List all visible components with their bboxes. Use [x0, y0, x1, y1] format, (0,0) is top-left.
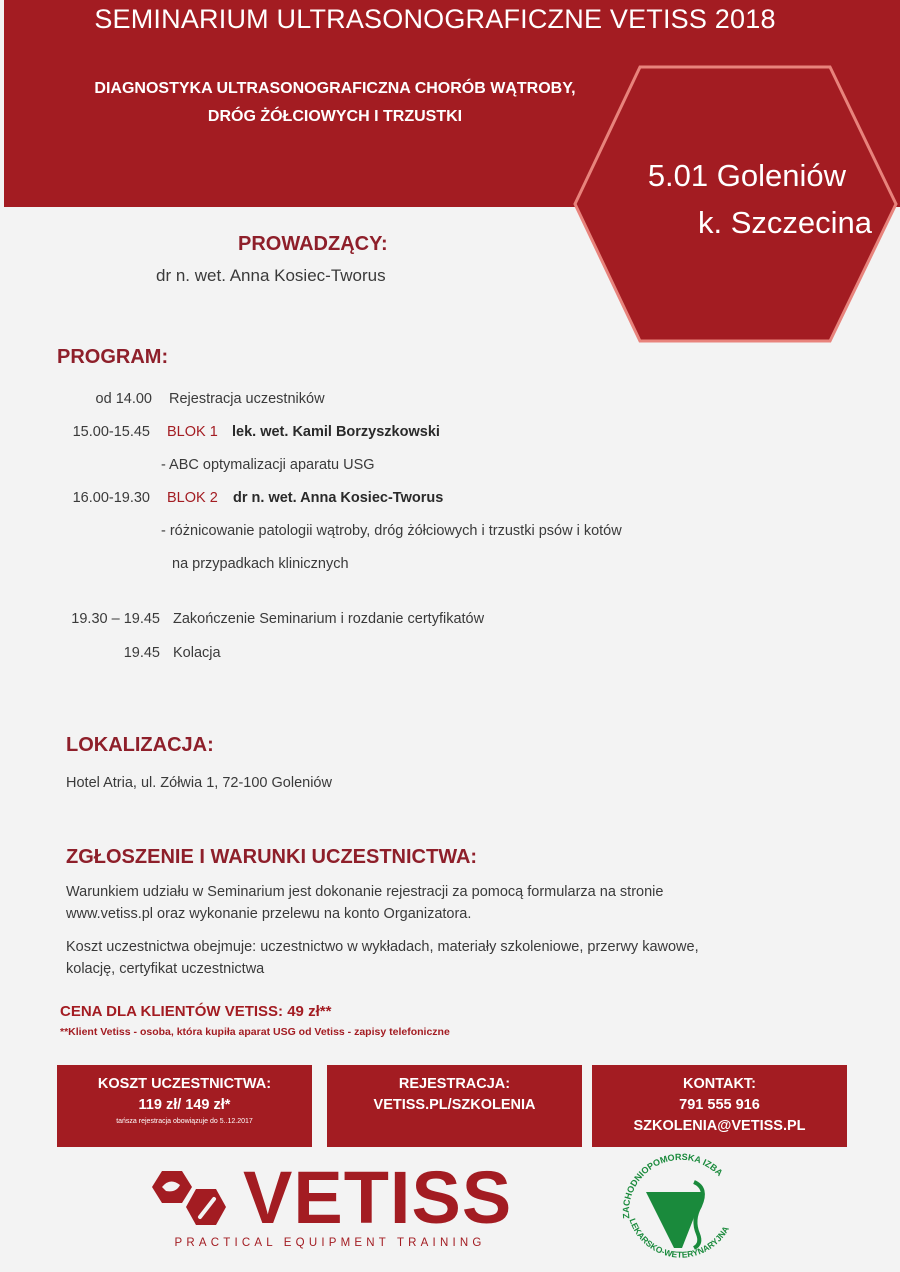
- subtitle-line-2: DRÓG ŻÓŁCIOWYCH I TRZUSTKI: [207, 108, 463, 125]
- date-line: 5.01 Goleniów: [647, 158, 846, 193]
- logo-wordmark: VETISS: [243, 1156, 513, 1239]
- cost-includes-line: Koszt uczestnictwa obejmuje: uczestnictwo w wykładach, materiały szkoleniowe, przerwy kawowe,: [66, 939, 699, 955]
- contact-box-title: KONTAKT:: [682, 1076, 757, 1092]
- subtitle-line-1: DIAGNOSTYKA ULTRASONOGRAFICZNA CHORÓB WĄTROBY,: [94, 80, 576, 97]
- program-time: 19.45: [123, 645, 160, 661]
- program-heading: PROGRAM:: [57, 346, 169, 368]
- program-speaker: lek. wet. Kamil Borzyszkowski: [232, 424, 440, 440]
- seal-text: ZACHODNIOPOMORSKA IZBA: [620, 1152, 725, 1220]
- place-line: k. Szczecina: [697, 205, 872, 240]
- page-title: SEMINARIUM ULTRASONOGRAFICZNE VETISS 2018: [94, 4, 776, 34]
- register-box: [327, 1065, 582, 1147]
- program-time: 15.00-15.45: [72, 424, 150, 440]
- hexagon-probe-icon: [150, 1163, 240, 1235]
- date-location: [600, 152, 872, 246]
- cost-box-value: 119 zł/ 149 zł*: [138, 1097, 231, 1113]
- lecturer-name: dr n. wet. Anna Kosiec-Tworus: [156, 266, 386, 285]
- location-heading: LOKALIZACJA:: [66, 734, 214, 756]
- register-box-title: REJESTRACJA:: [398, 1076, 511, 1092]
- logo-tagline: PRACTICAL EQUIPMENT TRAINING: [174, 1237, 486, 1249]
- cost-box: [57, 1065, 312, 1147]
- program-text: Zakończenie Seminarium i rozdanie certyfikatów: [173, 611, 485, 627]
- contact-email[interactable]: SZKOLENIA@VETISS.PL: [633, 1118, 806, 1134]
- program-block: BLOK 2: [167, 490, 218, 506]
- program-desc: - różnicowanie patologii wątroby, dróg żółciowych i trzustki psów i kotów: [161, 523, 622, 539]
- lecturer-heading: PROWADZĄCY:: [238, 233, 388, 255]
- program-speaker: dr n. wet. Anna Kosiec-Tworus: [233, 490, 444, 506]
- program-time: od 14.00: [95, 391, 152, 407]
- client-price: CENA DLA KLIENTÓW VETISS: 49 zł**: [60, 1003, 332, 1020]
- vetiss-logo: [150, 1156, 513, 1259]
- program-text: Rejestracja uczestników: [169, 391, 325, 407]
- snake-icon: [694, 1182, 703, 1248]
- program-time: 19.30 – 19.45: [71, 611, 160, 627]
- cost-box-title: KOSZT UCZESTNICTWA:: [97, 1076, 272, 1092]
- program-desc: - ABC optymalizacji aparatu USG: [161, 457, 375, 473]
- register-link[interactable]: VETISS.PL/SZKOLENIA: [373, 1097, 536, 1113]
- registration-heading: ZGŁOSZENIE I WARUNKI UCZESTNICTWA:: [66, 846, 478, 868]
- program-time: 16.00-19.30: [72, 490, 150, 506]
- chamber-seal-logo: [608, 1152, 753, 1270]
- cost-box-note: tańsza rejestracja obowiązuje do 5..12.2017: [116, 1118, 253, 1125]
- registration-text-line: www.vetiss.pl oraz wykonanie przelewu na konto Organizatora.: [66, 906, 472, 922]
- cost-includes-line: kolację, certyfikat uczestnictwa: [66, 961, 265, 977]
- program-desc-continued: na przypadkach klinicznych: [172, 556, 349, 572]
- registration-text-line: Warunkiem udziału w Seminarium jest dokonanie rejestracji za pomocą formularza na stronie: [66, 884, 664, 900]
- client-price-note: **Klient Vetiss - osoba, która kupiła aparat USG od Vetiss - zapisy telefoniczne: [60, 1026, 450, 1038]
- svg-text:LEKARSKO-WETERYNARYJNA: LEKARSKO-WETERYNARYJNA: [627, 1217, 731, 1260]
- program-block: BLOK 1: [167, 424, 218, 440]
- seminar-subtitle: [40, 75, 630, 131]
- program-text: Kolacja: [173, 645, 221, 661]
- contact-box: [592, 1065, 847, 1147]
- contact-phone[interactable]: 791 555 916: [679, 1097, 760, 1113]
- location-address: Hotel Atria, ul. Zółwia 1, 72-100 Goleniów: [66, 775, 332, 791]
